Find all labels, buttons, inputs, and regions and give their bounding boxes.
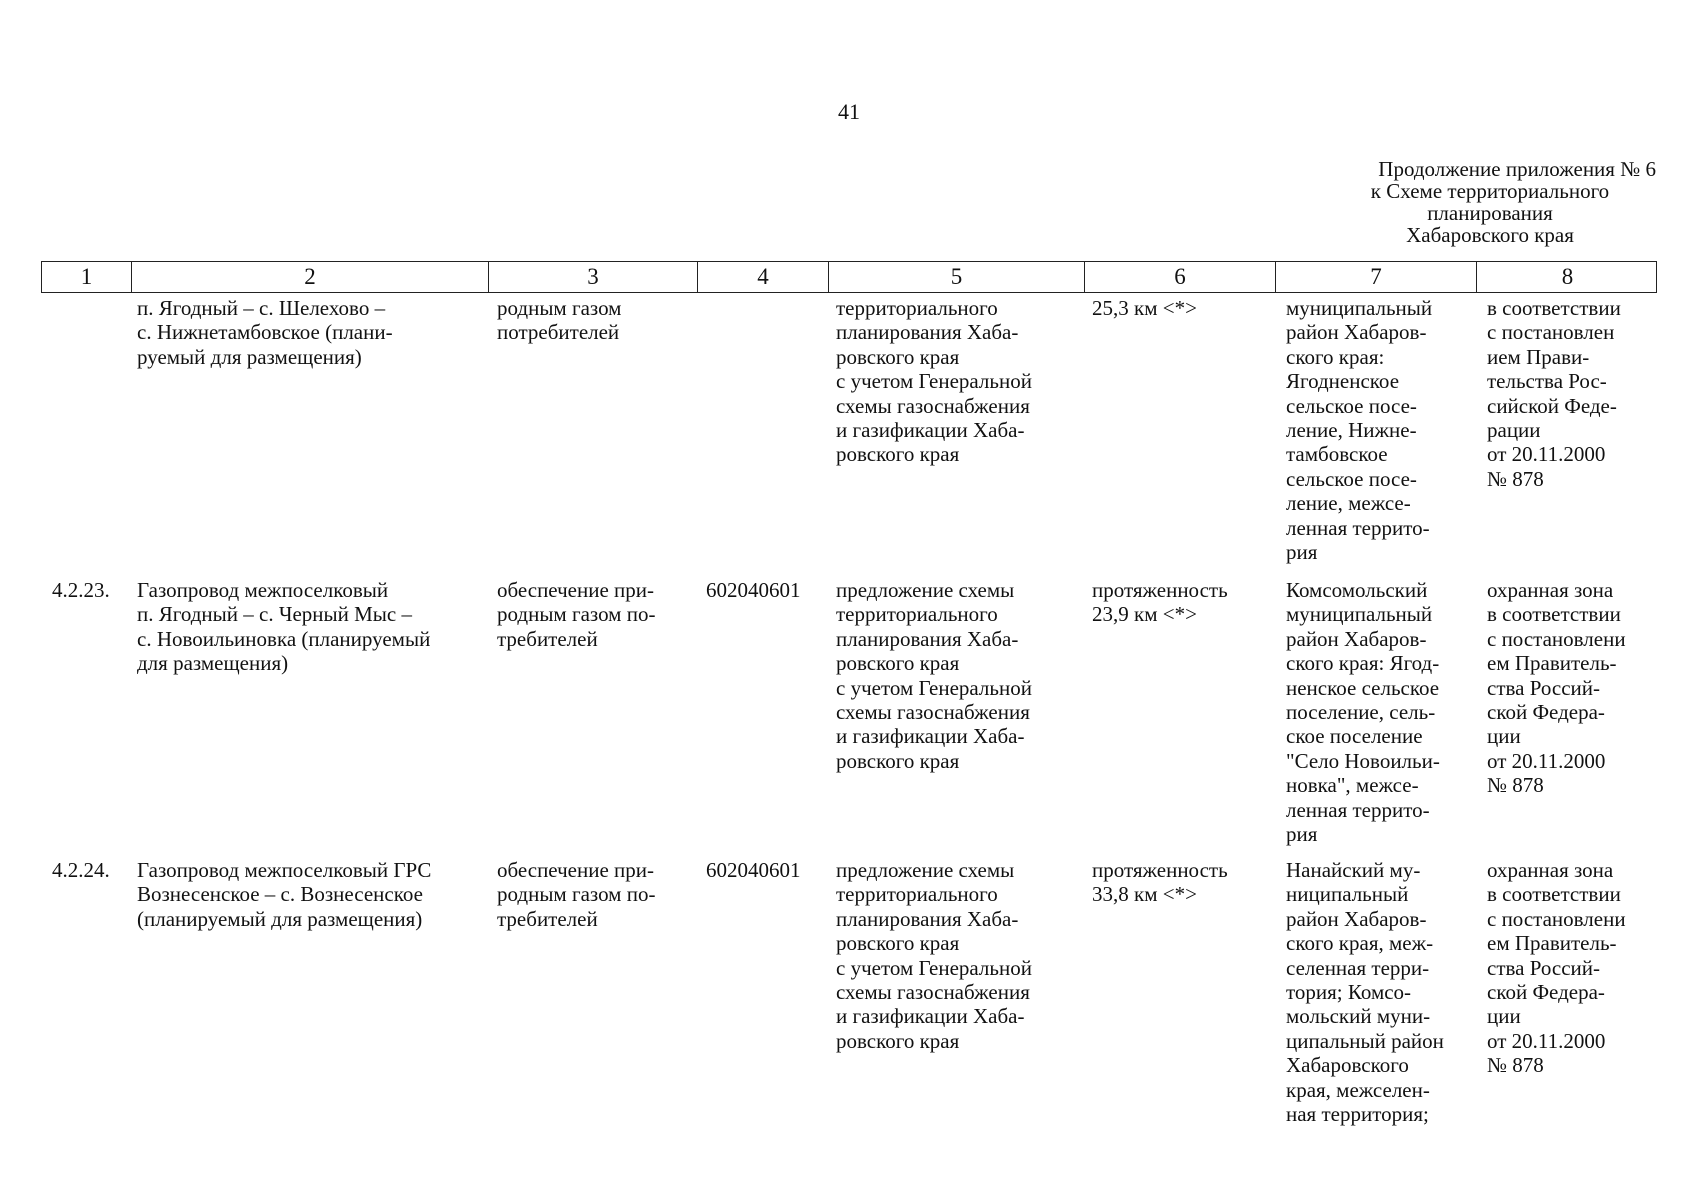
column-header: 8: [1561, 264, 1574, 289]
location-cell: Нанайский му- ниципальный район Хабаров- ского края, меж- селенная терри- тория; Комсо- мольский муни- ципальный район Хабаровского края, межселен- ная территория;: [1286, 858, 1444, 1127]
column-header: 2: [132, 262, 489, 292]
purpose-cell: обеспечение при- родным газом по- требителей: [497, 578, 656, 651]
basis-cell: территориального планирования Хаба- ровского края с учетом Генеральной схемы газоснабжения и газификации Хаба- ровского края: [836, 296, 1032, 467]
table-header-row: [41, 261, 1657, 293]
column-header: 5: [829, 262, 1085, 292]
column-header: 1: [42, 262, 132, 292]
appendix-line-1: Продолжение приложения № 6: [1378, 157, 1656, 181]
column-header: 4: [698, 262, 829, 292]
page-number: 41: [838, 99, 860, 124]
zone-cell: охранная зона в соответствии с постановлени ем Правитель- ства Россий- ской Федера- ции от 20.11.2000 № 878: [1487, 858, 1626, 1078]
row-number-cell: 4.2.24.: [52, 858, 110, 882]
basis-cell: предложение схемы территориального планирования Хаба- ровского края с учетом Генеральной схемы газоснабжения и газификации Хаба- ровского края: [836, 578, 1032, 773]
column-header: 3: [489, 262, 698, 292]
object-name-cell: п. Ягодный – с. Шелехово – с. Нижнетамбовское (плани- руемый для размещения): [137, 296, 393, 369]
column-header: 6: [1085, 262, 1276, 292]
appendix-line-4: Хабаровского края: [1406, 223, 1574, 247]
appendix-heading: [1300, 158, 1680, 246]
code-cell: 602040601: [706, 858, 801, 882]
zone-cell: охранная зона в соответствии с постановлени ем Правитель- ства Россий- ской Федера- ции от 20.11.2000 № 878: [1487, 578, 1626, 798]
purpose-cell: обеспечение при- родным газом по- требителей: [497, 858, 656, 931]
column-header: 7: [1276, 262, 1477, 292]
appendix-line-2: к Схеме территориального: [1370, 179, 1610, 203]
object-name-cell: Газопровод межпоселковый ГРС Вознесенское – с. Вознесенское (планируемый для размещения): [137, 858, 432, 931]
characteristics-cell: 25,3 км <*>: [1092, 296, 1197, 320]
purpose-cell: родным газом потребителей: [497, 296, 622, 345]
appendix-line-3: планирования: [1427, 201, 1553, 225]
row-number-cell: 4.2.23.: [52, 578, 110, 602]
characteristics-cell: протяженность 23,9 км <*>: [1092, 578, 1228, 627]
code-cell: 602040601: [706, 578, 801, 602]
location-cell: Комсомольский муниципальный район Хабаров- ского края: Ягод- ненское сельское поселение, сель- ское поселение "Село Новоильи- новка", межсе- ленная террито- рия: [1286, 578, 1440, 847]
zone-cell: в соответствии с постановлен ием Прави- тельства Рос- сийской Феде- рации от 20.11.2000 № 878: [1487, 296, 1621, 491]
characteristics-cell: протяженность 33,8 км <*>: [1092, 858, 1228, 907]
object-name-cell: Газопровод межпоселковый п. Ягодный – с. Черный Мыс – с. Новоильиновка (планируемый для размещения): [137, 578, 431, 676]
location-cell: муниципальный район Хабаров- ского края: Ягодненское сельское посе- ление, Нижне- тамбовское сельское посе- ление, межсе- ленная террито- рия: [1286, 296, 1433, 565]
basis-cell: предложение схемы территориального планирования Хаба- ровского края с учетом Генеральной схемы газоснабжения и газификации Хаба- ровского края: [836, 858, 1032, 1053]
